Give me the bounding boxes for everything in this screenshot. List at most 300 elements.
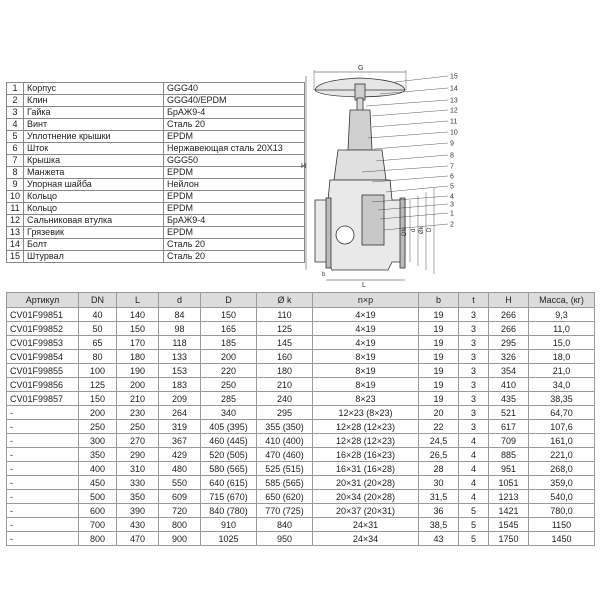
specs-cell: 8×19 <box>313 364 419 378</box>
specs-cell: 19 <box>419 322 459 336</box>
specs-cell: 43 <box>419 532 459 546</box>
part-material-cell: GGG40 <box>164 83 305 95</box>
specs-cell: 153 <box>159 364 201 378</box>
specs-cell: 240 <box>257 392 313 406</box>
callout-label: 6 <box>450 173 454 181</box>
callout-label: 3 <box>450 201 454 209</box>
specs-cell: 720 <box>159 504 201 518</box>
specs-cell: 885 <box>489 448 529 462</box>
specs-cell: CV01F99856 <box>7 378 79 392</box>
specs-cell: 800 <box>79 532 117 546</box>
parts-row <box>7 227 305 239</box>
parts-row <box>7 191 305 203</box>
specs-cell: 540,0 <box>529 490 595 504</box>
specs-cell: 110 <box>257 308 313 322</box>
specs-cell: 3 <box>459 322 489 336</box>
specs-cell: - <box>7 490 79 504</box>
part-material-cell: БрАЖ9-4 <box>164 107 305 119</box>
callout-label: 1 <box>450 210 454 218</box>
specs-cell: 709 <box>489 434 529 448</box>
specs-cell: 1150 <box>529 518 595 532</box>
specs-cell: 800 <box>159 518 201 532</box>
specs-cell: 600 <box>79 504 117 518</box>
specs-cell: 450 <box>79 476 117 490</box>
specs-header-cell: t <box>459 293 489 308</box>
specs-cell: 400 <box>79 462 117 476</box>
part-number-cell: 3 <box>7 107 24 119</box>
specs-cell: 359,0 <box>529 476 595 490</box>
specs-cell: 250 <box>201 378 257 392</box>
dim-d-label: d <box>411 228 417 232</box>
specs-cell: 617 <box>489 420 529 434</box>
specs-cell: 580 (565) <box>201 462 257 476</box>
specs-cell: 480 <box>159 462 201 476</box>
part-name-cell: Уплотнение крышки <box>24 131 164 143</box>
specs-cell: 40 <box>79 308 117 322</box>
specs-cell: 405 (395) <box>201 420 257 434</box>
specs-cell: 270 <box>117 434 159 448</box>
specs-cell: 65 <box>79 336 117 350</box>
specs-cell: 24,5 <box>419 434 459 448</box>
specs-header-cell: d <box>159 293 201 308</box>
specs-cell: - <box>7 532 79 546</box>
part-name-cell: Гайка <box>24 107 164 119</box>
bonnet-shape <box>334 150 386 180</box>
callout-label: 4 <box>450 193 454 201</box>
specs-cell: 8×19 <box>313 378 419 392</box>
specs-table-body <box>7 308 595 546</box>
specs-cell: 84 <box>159 308 201 322</box>
specs-cell: 300 <box>79 434 117 448</box>
specs-cell: 3 <box>459 364 489 378</box>
specs-cell: 900 <box>159 532 201 546</box>
specs-cell: 470 <box>117 532 159 546</box>
specs-cell: 650 (620) <box>257 490 313 504</box>
specs-cell: 210 <box>257 378 313 392</box>
parts-row <box>7 143 305 155</box>
handwheel-shape <box>315 78 405 100</box>
specs-cell: 4 <box>459 476 489 490</box>
specs-cell: 230 <box>117 406 159 420</box>
specs-cell: - <box>7 406 79 420</box>
specs-cell: 125 <box>79 378 117 392</box>
specs-cell: 210 <box>117 392 159 406</box>
specs-row <box>7 476 595 490</box>
specs-cell: 640 (615) <box>201 476 257 490</box>
specs-cell: 1545 <box>489 518 529 532</box>
specs-cell: 4×19 <box>313 322 419 336</box>
specs-row <box>7 434 595 448</box>
specs-cell: - <box>7 448 79 462</box>
specs-header-cell: L <box>117 293 159 308</box>
dim-l-label: L <box>362 282 366 289</box>
part-material-cell: Нейлон <box>164 179 305 191</box>
specs-cell: - <box>7 476 79 490</box>
specs-cell: 266 <box>489 322 529 336</box>
specs-cell: 9,3 <box>529 308 595 322</box>
specs-cell: 290 <box>117 448 159 462</box>
specs-header-cell: n×p <box>313 293 419 308</box>
specs-cell: 460 (445) <box>201 434 257 448</box>
parts-row <box>7 167 305 179</box>
specs-cell: 36 <box>419 504 459 518</box>
specs-row <box>7 350 595 364</box>
specs-cell: 160 <box>257 350 313 364</box>
specs-cell: 24×31 <box>313 518 419 532</box>
specs-cell: 1450 <box>529 532 595 546</box>
specs-cell: 50 <box>79 322 117 336</box>
specs-cell: 4×19 <box>313 308 419 322</box>
specs-cell: 410 (400) <box>257 434 313 448</box>
part-number-cell: 11 <box>7 203 24 215</box>
specs-cell: 19 <box>419 364 459 378</box>
specs-cell: 21,0 <box>529 364 595 378</box>
specs-cell: 700 <box>79 518 117 532</box>
specs-cell: 16×28 (16×23) <box>313 448 419 462</box>
specs-cell: - <box>7 504 79 518</box>
part-name-cell: Сальниковая втулка <box>24 215 164 227</box>
part-name-cell: Кольцо <box>24 191 164 203</box>
specs-cell: 910 <box>201 518 257 532</box>
specs-cell: 840 <box>257 518 313 532</box>
part-material-cell: Сталь 20 <box>164 239 305 251</box>
parts-row <box>7 239 305 251</box>
specs-cell: 30 <box>419 476 459 490</box>
specs-cell: 125 <box>257 322 313 336</box>
specs-cell: 340 <box>201 406 257 420</box>
specs-cell: 38,35 <box>529 392 595 406</box>
specs-cell: 264 <box>159 406 201 420</box>
parts-row <box>7 107 305 119</box>
specs-cell: 550 <box>159 476 201 490</box>
specs-cell: 770 (725) <box>257 504 313 518</box>
parts-row <box>7 179 305 191</box>
callout-label: 13 <box>450 97 458 105</box>
part-number-cell: 5 <box>7 131 24 143</box>
specs-row <box>7 322 595 336</box>
specs-cell: 435 <box>489 392 529 406</box>
specs-cell: 266 <box>489 308 529 322</box>
specs-cell: 8×19 <box>313 350 419 364</box>
parts-row <box>7 83 305 95</box>
part-material-cell: EPDM <box>164 191 305 203</box>
specs-cell: 4 <box>459 434 489 448</box>
specs-cell: 1750 <box>489 532 529 546</box>
part-material-cell: EPDM <box>164 131 305 143</box>
dim-outer-d-label: D <box>427 227 433 232</box>
specs-cell: 5 <box>459 518 489 532</box>
bore-circle <box>336 226 354 244</box>
part-material-cell: GGG50 <box>164 155 305 167</box>
specs-cell: 98 <box>159 322 201 336</box>
parts-table-body <box>7 83 305 263</box>
part-material-cell: EPDM <box>164 227 305 239</box>
specs-cell: 3 <box>459 420 489 434</box>
specs-cell: 22 <box>419 420 459 434</box>
specs-cell: 3 <box>459 308 489 322</box>
specs-cell: 165 <box>201 322 257 336</box>
parts-table <box>6 82 305 263</box>
specs-cell: 24×34 <box>313 532 419 546</box>
specs-table <box>6 292 595 546</box>
specs-row <box>7 364 595 378</box>
specs-row <box>7 406 595 420</box>
callout-label: 11 <box>450 118 458 126</box>
specs-cell: 609 <box>159 490 201 504</box>
specs-cell: 26,5 <box>419 448 459 462</box>
specs-row <box>7 518 595 532</box>
specs-cell: 64,70 <box>529 406 595 420</box>
specs-header-cell: b <box>419 293 459 308</box>
specs-cell: 16×31 (16×28) <box>313 462 419 476</box>
parts-row <box>7 95 305 107</box>
specs-cell: 268,0 <box>529 462 595 476</box>
specs-cell: 19 <box>419 336 459 350</box>
specs-cell: 200 <box>79 406 117 420</box>
part-name-cell: Болт <box>24 239 164 251</box>
specs-cell: 118 <box>159 336 201 350</box>
part-name-cell: Шток <box>24 143 164 155</box>
part-material-cell: Сталь 20 <box>164 251 305 263</box>
bonnet-neck-shape <box>348 110 372 150</box>
specs-cell: 12×23 (8×23) <box>313 406 419 420</box>
specs-cell: 107,6 <box>529 420 595 434</box>
specs-header-cell: Артикул <box>7 293 79 308</box>
specs-cell: 38,5 <box>419 518 459 532</box>
specs-cell: 20×34 (20×28) <box>313 490 419 504</box>
part-number-cell: 13 <box>7 227 24 239</box>
left-flange-shape <box>326 198 331 268</box>
specs-cell: 220 <box>201 364 257 378</box>
specs-cell: 319 <box>159 420 201 434</box>
specs-cell: 5 <box>459 532 489 546</box>
specs-cell: 209 <box>159 392 201 406</box>
specs-cell: 19 <box>419 392 459 406</box>
part-material-cell: EPDM <box>164 203 305 215</box>
specs-cell: 133 <box>159 350 201 364</box>
part-number-cell: 8 <box>7 167 24 179</box>
specs-row <box>7 490 595 504</box>
specs-row <box>7 448 595 462</box>
parts-row <box>7 251 305 263</box>
specs-row <box>7 378 595 392</box>
specs-cell: 1051 <box>489 476 529 490</box>
specs-cell: 183 <box>159 378 201 392</box>
part-name-cell: Клин <box>24 95 164 107</box>
part-number-cell: 6 <box>7 143 24 155</box>
specs-cell: 20×31 (20×28) <box>313 476 419 490</box>
specs-cell: 840 (780) <box>201 504 257 518</box>
specs-cell: 170 <box>117 336 159 350</box>
parts-row <box>7 203 305 215</box>
specs-cell: 470 (460) <box>257 448 313 462</box>
wedge-shape <box>362 195 384 245</box>
dim-dn-label: DN <box>402 227 408 236</box>
part-name-cell: Кольцо <box>24 203 164 215</box>
specs-cell: 200 <box>201 350 257 364</box>
specs-cell: 100 <box>79 364 117 378</box>
callout-label: 2 <box>450 221 454 229</box>
specs-cell: - <box>7 518 79 532</box>
part-number-cell: 2 <box>7 95 24 107</box>
part-number-cell: 10 <box>7 191 24 203</box>
specs-cell: 19 <box>419 308 459 322</box>
part-name-cell: Упорная шайба <box>24 179 164 191</box>
parts-row <box>7 215 305 227</box>
specs-cell: 250 <box>117 420 159 434</box>
specs-cell: 150 <box>79 392 117 406</box>
specs-cell: 1421 <box>489 504 529 518</box>
specs-cell: 20×37 (20×31) <box>313 504 419 518</box>
callout-label: 7 <box>450 163 454 171</box>
specs-cell: 585 (565) <box>257 476 313 490</box>
specs-cell: 1213 <box>489 490 529 504</box>
callout-label: 14 <box>450 85 458 93</box>
specs-cell: CV01F99853 <box>7 336 79 350</box>
part-material-cell: Сталь 20 <box>164 119 305 131</box>
part-material-cell: Нержавеющая сталь 20Х13 <box>164 143 305 155</box>
specs-cell: 951 <box>489 462 529 476</box>
specs-cell: 429 <box>159 448 201 462</box>
parts-row <box>7 155 305 167</box>
part-material-cell: EPDM <box>164 167 305 179</box>
specs-cell: 34,0 <box>529 378 595 392</box>
specs-cell: 520 (505) <box>201 448 257 462</box>
specs-cell: 330 <box>117 476 159 490</box>
specs-cell: 350 <box>79 448 117 462</box>
part-material-cell: БрАЖ9-4 <box>164 215 305 227</box>
dim-b-label: b <box>322 272 326 278</box>
specs-header-cell: H <box>489 293 529 308</box>
specs-cell: 150 <box>117 322 159 336</box>
specs-row <box>7 462 595 476</box>
specs-cell: 3 <box>459 378 489 392</box>
specs-row <box>7 336 595 350</box>
specs-cell: CV01F99857 <box>7 392 79 406</box>
callout-label: 9 <box>450 140 454 148</box>
parts-row <box>7 131 305 143</box>
part-material-cell: GGG40/EPDM <box>164 95 305 107</box>
specs-cell: 4×19 <box>313 336 419 350</box>
part-number-cell: 9 <box>7 179 24 191</box>
specs-cell: CV01F99852 <box>7 322 79 336</box>
specs-cell: 5 <box>459 504 489 518</box>
specs-cell: 190 <box>117 364 159 378</box>
part-number-cell: 15 <box>7 251 24 263</box>
part-name-cell: Грязевик <box>24 227 164 239</box>
part-number-cell: 4 <box>7 119 24 131</box>
callout-label: 15 <box>450 73 458 81</box>
callout-label: 10 <box>450 129 458 137</box>
specs-cell: 1025 <box>201 532 257 546</box>
specs-cell: CV01F99854 <box>7 350 79 364</box>
specs-row <box>7 392 595 406</box>
specs-cell: 150 <box>201 308 257 322</box>
specs-cell: 780,0 <box>529 504 595 518</box>
specs-cell: CV01F99855 <box>7 364 79 378</box>
specs-cell: 4 <box>459 462 489 476</box>
specs-cell: 200 <box>117 378 159 392</box>
specs-header-cell: D <box>201 293 257 308</box>
specs-cell: 295 <box>257 406 313 420</box>
callout-label: 5 <box>450 183 454 191</box>
dim-ok-label: Øk <box>419 226 425 234</box>
specs-cell: 19 <box>419 350 459 364</box>
specs-cell: 15,0 <box>529 336 595 350</box>
specs-cell: 3 <box>459 406 489 420</box>
specs-cell: 310 <box>117 462 159 476</box>
specs-header-cell: Ø k <box>257 293 313 308</box>
specs-cell: 350 <box>117 490 159 504</box>
specs-cell: 295 <box>489 336 529 350</box>
specs-cell: 4 <box>459 490 489 504</box>
specs-cell: 80 <box>79 350 117 364</box>
specs-cell: 11,0 <box>529 322 595 336</box>
specs-row <box>7 504 595 518</box>
specs-header-row <box>7 293 595 308</box>
parts-row <box>7 119 305 131</box>
valve-drawing <box>300 65 476 289</box>
specs-header-cell: DN <box>79 293 117 308</box>
specs-cell: 430 <box>117 518 159 532</box>
specs-cell: 390 <box>117 504 159 518</box>
specs-cell: 12×28 (12×23) <box>313 420 419 434</box>
part-name-cell: Штурвал <box>24 251 164 263</box>
specs-cell: - <box>7 462 79 476</box>
part-name-cell: Манжета <box>24 167 164 179</box>
specs-cell: 326 <box>489 350 529 364</box>
specs-cell: 367 <box>159 434 201 448</box>
specs-cell: 140 <box>117 308 159 322</box>
specs-cell: 525 (515) <box>257 462 313 476</box>
callout-label: 12 <box>450 107 458 115</box>
specs-cell: 410 <box>489 378 529 392</box>
specs-cell: 19 <box>419 378 459 392</box>
specs-cell: 18,0 <box>529 350 595 364</box>
specs-header-cell: Масса, (кг) <box>529 293 595 308</box>
specs-cell: 28 <box>419 462 459 476</box>
specs-cell: 950 <box>257 532 313 546</box>
specs-row <box>7 420 595 434</box>
specs-cell: 715 (670) <box>201 490 257 504</box>
specs-cell: 145 <box>257 336 313 350</box>
specs-cell: 31,5 <box>419 490 459 504</box>
specs-cell: 355 (350) <box>257 420 313 434</box>
specs-cell: 4 <box>459 448 489 462</box>
callout-label: 8 <box>450 152 454 160</box>
specs-cell: 180 <box>117 350 159 364</box>
specs-row <box>7 308 595 322</box>
part-number-cell: 14 <box>7 239 24 251</box>
specs-cell: 3 <box>459 336 489 350</box>
part-name-cell: Крышка <box>24 155 164 167</box>
specs-cell: 20 <box>419 406 459 420</box>
part-number-cell: 12 <box>7 215 24 227</box>
specs-cell: 221,0 <box>529 448 595 462</box>
specs-cell: 180 <box>257 364 313 378</box>
part-name-cell: Винт <box>24 119 164 131</box>
specs-cell: 285 <box>201 392 257 406</box>
specs-cell: 3 <box>459 392 489 406</box>
specs-cell: 3 <box>459 350 489 364</box>
part-number-cell: 1 <box>7 83 24 95</box>
specs-cell: 500 <box>79 490 117 504</box>
specs-cell: - <box>7 434 79 448</box>
specs-cell: 8×23 <box>313 392 419 406</box>
specs-row <box>7 532 595 546</box>
specs-cell: 12×28 (12×23) <box>313 434 419 448</box>
dim-h-label: H <box>301 163 307 170</box>
